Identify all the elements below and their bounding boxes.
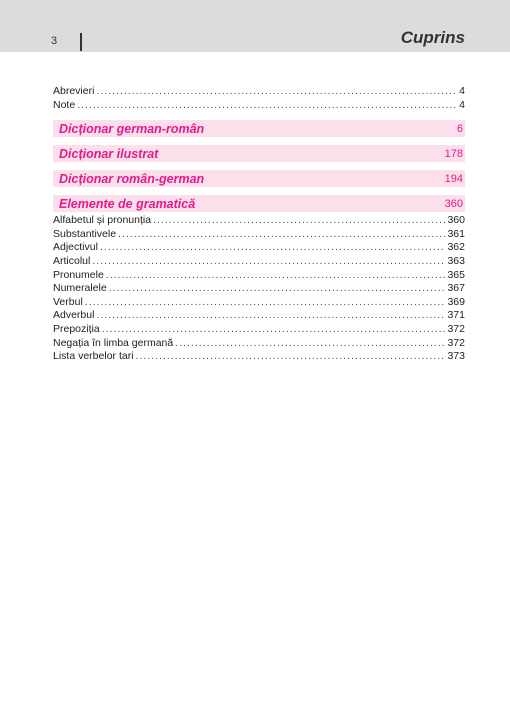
dot-leader bbox=[77, 99, 457, 113]
toc-entry-label: Lista verbelor tari bbox=[53, 350, 134, 363]
page-header bbox=[0, 0, 510, 52]
dot-leader bbox=[85, 296, 446, 310]
toc-entry-page: 361 bbox=[447, 227, 465, 240]
toc-entry-adjectivul[interactable] bbox=[53, 241, 465, 255]
toc-entry-page: 372 bbox=[447, 322, 465, 335]
dot-leader bbox=[100, 241, 446, 255]
dot-leader bbox=[153, 214, 445, 228]
toc-entry-articolul[interactable] bbox=[53, 255, 465, 269]
toc-entry-label: Negația în limba germană bbox=[53, 336, 174, 349]
toc-section-gramatica[interactable] bbox=[53, 195, 465, 212]
toc-entry-numeralele[interactable] bbox=[53, 282, 465, 296]
toc-entry-adverbul[interactable] bbox=[53, 309, 465, 323]
toc-entry-page: 4 bbox=[459, 98, 465, 111]
toc-entry-page: 373 bbox=[447, 350, 465, 363]
toc-section-ilustrat[interactable] bbox=[53, 145, 465, 162]
toc-section-label: Dicționar român-german bbox=[59, 171, 205, 186]
toc-entry-label: Pronumele bbox=[53, 268, 104, 281]
toc-section-german-roman[interactable] bbox=[53, 120, 465, 137]
toc-entry-label: Articolul bbox=[53, 254, 91, 267]
dot-leader bbox=[136, 350, 446, 364]
toc-entry-page: 4 bbox=[459, 85, 465, 97]
toc-entry-label: Prepoziția bbox=[53, 322, 100, 335]
toc-entry-page: 360 bbox=[447, 214, 465, 227]
toc-section-page: 178 bbox=[444, 147, 463, 160]
toc-entry-page: 367 bbox=[447, 282, 465, 295]
page-number: 3 bbox=[51, 35, 58, 47]
dot-leader bbox=[175, 337, 445, 351]
toc-section-page: 194 bbox=[444, 172, 463, 185]
dot-leader bbox=[106, 269, 446, 283]
toc-entry-lista-verbelor[interactable] bbox=[53, 350, 465, 364]
toc-section-page: 6 bbox=[456, 122, 463, 135]
toc-entry-substantivele[interactable] bbox=[53, 228, 465, 242]
dot-leader bbox=[96, 309, 445, 323]
dot-leader bbox=[102, 323, 446, 337]
toc-section-label: Dicționar german-român bbox=[59, 121, 205, 136]
toc-entry-page: 372 bbox=[447, 336, 465, 349]
toc-entry-label: Adjectivul bbox=[53, 241, 98, 254]
toc-entry-page: 369 bbox=[447, 295, 465, 308]
toc-entry-label: Numeralele bbox=[53, 282, 107, 295]
page-title: Cuprins bbox=[400, 28, 465, 47]
toc-section-page: 360 bbox=[444, 197, 463, 210]
toc-entry-page: 362 bbox=[447, 241, 465, 254]
dot-leader bbox=[109, 282, 446, 296]
table-of-contents bbox=[53, 85, 465, 364]
toc-entry-page: 371 bbox=[447, 309, 465, 322]
toc-entry-label: Note bbox=[53, 98, 76, 111]
toc-entry-verbul[interactable] bbox=[53, 296, 465, 310]
toc-entry-label: Substantivele bbox=[53, 227, 117, 240]
toc-entry-label: Abrevieri bbox=[53, 85, 95, 97]
toc-entry-abrevieri[interactable] bbox=[53, 85, 465, 99]
toc-section-roman-german[interactable] bbox=[53, 170, 465, 187]
toc-section-label: Dicționar ilustrat bbox=[59, 146, 159, 161]
toc-entry-prepozitia[interactable] bbox=[53, 323, 465, 337]
dot-leader bbox=[118, 228, 445, 242]
dot-leader bbox=[92, 255, 445, 269]
toc-entry-label: Alfabetul și pronunția bbox=[53, 214, 152, 227]
toc-section-label: Elemente de gramatică bbox=[59, 196, 196, 211]
toc-entry-label: Adverbul bbox=[53, 309, 95, 322]
dot-leader bbox=[96, 85, 457, 99]
toc-entry-alfabetul[interactable] bbox=[53, 214, 465, 228]
toc-entry-label: Verbul bbox=[53, 295, 83, 308]
toc-entry-note[interactable] bbox=[53, 99, 465, 113]
header-divider bbox=[80, 33, 82, 51]
toc-entry-page: 365 bbox=[447, 268, 465, 281]
toc-entry-pronumele[interactable] bbox=[53, 269, 465, 283]
toc-entry-page: 363 bbox=[447, 254, 465, 267]
toc-entry-negatia[interactable] bbox=[53, 337, 465, 351]
